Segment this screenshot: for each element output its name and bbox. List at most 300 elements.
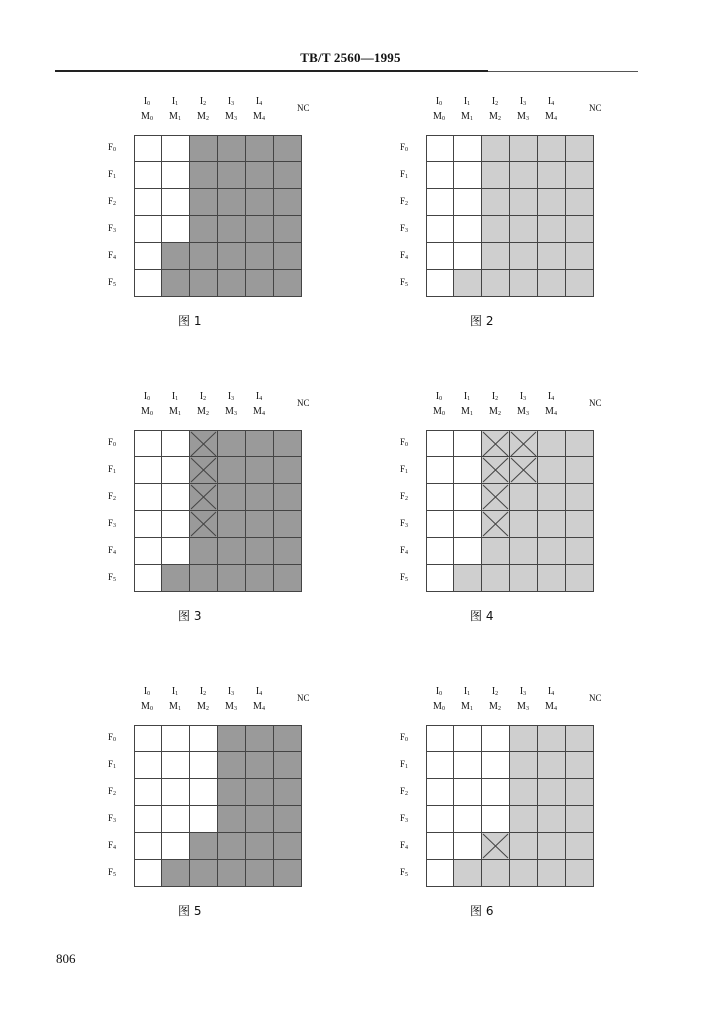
grid-cell	[274, 484, 302, 511]
row-label-f-subscript: 1	[405, 469, 409, 475]
column-label-m-subscript: 0	[149, 706, 153, 712]
grid-cell	[510, 779, 538, 806]
row-label-f	[108, 813, 124, 826]
grid-cell	[454, 860, 482, 887]
row-label-f	[400, 437, 416, 450]
figure-1	[108, 95, 338, 328]
row-label-f-letter: F	[400, 545, 406, 555]
grid-cell	[482, 511, 510, 538]
column-label-m-subscript: 0	[441, 706, 445, 712]
grid-cell	[426, 135, 454, 162]
column-label-i	[218, 685, 244, 701]
column-label-i-letter: I	[491, 96, 496, 107]
row-label-f	[108, 732, 124, 745]
grid-cell	[246, 189, 274, 216]
row-label-f	[108, 142, 124, 155]
grid-cell	[566, 135, 594, 162]
grid-cell	[454, 752, 482, 779]
column-label-i-subscript: 4	[259, 101, 263, 107]
row-label-f-letter: F	[108, 732, 114, 742]
grid-cell	[566, 430, 594, 457]
column-label-m-letter: M	[545, 406, 554, 417]
grid-cell	[218, 833, 246, 860]
row-label-f-subscript: 2	[405, 791, 409, 797]
cross-mark-icon	[482, 833, 509, 859]
grid-cell	[218, 565, 246, 592]
grid-cell	[510, 189, 538, 216]
row-label-f	[400, 464, 416, 477]
grid-cell	[162, 162, 190, 189]
row-label-f-subscript: 2	[405, 201, 409, 207]
column-label-nc: NC	[589, 103, 602, 113]
grid-cell	[190, 779, 218, 806]
grid-cell	[538, 511, 566, 538]
grid-cell	[190, 725, 218, 752]
column-label-i-letter: I	[463, 391, 468, 402]
column-label-m	[482, 405, 508, 421]
column-label-m-letter: M	[169, 701, 178, 712]
grid-cell	[274, 162, 302, 189]
row-label-f-subscript: 1	[113, 174, 117, 180]
column-label-m-letter: M	[225, 701, 234, 712]
grid-cell	[510, 430, 538, 457]
grid-cell	[454, 189, 482, 216]
grid-cell	[482, 243, 510, 270]
grid-cell	[482, 135, 510, 162]
grid-cell	[566, 484, 594, 511]
column-label-m-subscript: 1	[177, 116, 181, 122]
row-label-f-subscript: 5	[113, 872, 117, 878]
column-label-nc: NC	[589, 398, 602, 408]
column-label-m-subscript: 2	[497, 116, 501, 122]
row-label-f	[400, 813, 416, 826]
row-label-f-subscript: 0	[113, 442, 117, 448]
grid-cell	[426, 270, 454, 297]
column-labels	[128, 685, 338, 719]
column-label-m	[426, 405, 452, 421]
grid-cell	[510, 538, 538, 565]
column-label-i-subscript: 2	[495, 396, 499, 402]
grid-cell	[274, 833, 302, 860]
grid-cell	[134, 511, 162, 538]
column-label-i	[482, 95, 508, 111]
column-label-i-subscript: 2	[495, 101, 499, 107]
grid-cell	[134, 457, 162, 484]
column-label-i-letter: I	[171, 686, 176, 697]
row-label-f-letter: F	[400, 169, 406, 179]
column-label-m-letter: M	[169, 406, 178, 417]
grid-cell	[454, 484, 482, 511]
header-rule	[55, 70, 488, 72]
column-label-m-letter: M	[517, 701, 526, 712]
column-label-i-subscript: 1	[175, 101, 179, 107]
column-label-m	[134, 405, 160, 421]
row-label-f-subscript: 2	[113, 791, 117, 797]
figure-caption: 图 2	[470, 314, 494, 328]
column-label-m-letter: M	[197, 111, 206, 122]
column-label-m	[218, 700, 244, 716]
column-label-m-letter: M	[225, 406, 234, 417]
grid-cell	[510, 162, 538, 189]
grid-cell	[190, 511, 218, 538]
grid-cell	[566, 538, 594, 565]
grid-cell	[566, 833, 594, 860]
column-label-m-subscript: 1	[177, 411, 181, 417]
grid-cell	[190, 243, 218, 270]
column-label-i-letter: I	[143, 96, 148, 107]
cross-mark-icon	[482, 457, 509, 483]
grid-cell	[246, 752, 274, 779]
column-label-i-letter: I	[199, 391, 204, 402]
row-label-f-letter: F	[400, 464, 406, 474]
grid-cell	[538, 243, 566, 270]
grid-cell	[162, 430, 190, 457]
column-label-m	[162, 700, 188, 716]
grid-cell	[566, 860, 594, 887]
row-label-f-letter: F	[400, 437, 406, 447]
column-label-i-subscript: 3	[231, 101, 235, 107]
column-label-m	[190, 110, 216, 126]
column-label-m	[426, 700, 452, 716]
grid-cell	[482, 457, 510, 484]
grid-cell	[426, 162, 454, 189]
state-grid	[426, 725, 594, 887]
column-label-i-letter: I	[547, 686, 552, 697]
grid-cell	[218, 430, 246, 457]
grid-cell	[162, 135, 190, 162]
row-label-f	[108, 545, 124, 558]
grid-cell	[274, 189, 302, 216]
grid-cell	[454, 243, 482, 270]
grid-cell	[482, 216, 510, 243]
column-label-m-subscript: 3	[233, 706, 237, 712]
grid-cell	[162, 484, 190, 511]
grid-cell	[274, 243, 302, 270]
row-label-f	[400, 786, 416, 799]
column-label-i	[538, 95, 564, 111]
grid-cell	[482, 565, 510, 592]
column-labels	[420, 390, 630, 424]
column-label-i-letter: I	[463, 96, 468, 107]
column-label-m-letter: M	[489, 406, 498, 417]
grid-cell	[566, 511, 594, 538]
column-label-m	[510, 405, 536, 421]
grid-cell	[538, 779, 566, 806]
column-label-i-letter: I	[519, 96, 524, 107]
grid-cell	[246, 162, 274, 189]
column-label-i-subscript: 3	[523, 396, 527, 402]
grid-cell	[454, 725, 482, 752]
grid-cell	[218, 484, 246, 511]
grid-cell	[246, 457, 274, 484]
row-label-f-subscript: 0	[113, 147, 117, 153]
column-label-m-subscript: 0	[441, 411, 445, 417]
grid-cell	[538, 457, 566, 484]
grid-cell	[274, 752, 302, 779]
column-label-m	[218, 110, 244, 126]
grid-cell	[274, 270, 302, 297]
grid-cell	[426, 806, 454, 833]
grid-cell	[190, 833, 218, 860]
grid-cell	[510, 752, 538, 779]
column-label-i	[134, 685, 160, 701]
grid-cell	[566, 270, 594, 297]
column-label-i	[510, 390, 536, 406]
column-label-m-subscript: 2	[497, 706, 501, 712]
row-label-f-letter: F	[108, 169, 114, 179]
grid-cell	[162, 243, 190, 270]
column-label-i-subscript: 2	[495, 691, 499, 697]
grid-cell	[274, 135, 302, 162]
grid-cell	[134, 243, 162, 270]
row-label-f-letter: F	[108, 840, 114, 850]
column-label-m-letter: M	[433, 111, 442, 122]
row-label-f-subscript: 5	[405, 577, 409, 583]
column-label-i	[190, 685, 216, 701]
column-label-i-subscript: 0	[439, 691, 443, 697]
column-label-m	[482, 110, 508, 126]
row-label-f-subscript: 5	[113, 577, 117, 583]
grid-cell	[218, 457, 246, 484]
grid-cell	[162, 270, 190, 297]
column-label-m	[246, 700, 272, 716]
grid-cell	[218, 806, 246, 833]
column-label-i	[218, 95, 244, 111]
grid-cell	[134, 806, 162, 833]
column-label-m-subscript: 1	[177, 706, 181, 712]
grid-cell	[566, 725, 594, 752]
column-label-i-letter: I	[435, 391, 440, 402]
grid-cell	[190, 457, 218, 484]
grid-cell	[566, 806, 594, 833]
column-label-i-letter: I	[255, 391, 260, 402]
column-label-i-subscript: 0	[147, 396, 151, 402]
column-label-i	[454, 390, 480, 406]
row-label-f-letter: F	[400, 518, 406, 528]
cross-mark-icon	[190, 484, 217, 510]
column-label-m-letter: M	[461, 406, 470, 417]
row-label-f	[400, 169, 416, 182]
column-label-m	[162, 110, 188, 126]
grid-cell	[510, 860, 538, 887]
column-label-i-letter: I	[199, 96, 204, 107]
row-label-f-letter: F	[400, 840, 406, 850]
column-label-m	[426, 110, 452, 126]
grid-cell	[134, 189, 162, 216]
row-label-f-letter: F	[400, 867, 406, 877]
grid-cell	[454, 270, 482, 297]
grid-cell	[510, 135, 538, 162]
row-label-f-letter: F	[400, 223, 406, 233]
column-label-i	[190, 95, 216, 111]
grid-cell	[134, 430, 162, 457]
grid-cell	[426, 243, 454, 270]
row-label-f-subscript: 4	[405, 550, 409, 556]
grid-cell	[246, 725, 274, 752]
row-label-f-subscript: 0	[405, 737, 409, 743]
row-label-f-letter: F	[108, 759, 114, 769]
row-label-f-subscript: 0	[405, 147, 409, 153]
figure-4	[400, 390, 630, 623]
column-label-m-subscript: 2	[205, 411, 209, 417]
column-label-i	[510, 95, 536, 111]
grid-cell	[274, 457, 302, 484]
column-label-m-letter: M	[433, 406, 442, 417]
column-label-i-letter: I	[491, 686, 496, 697]
grid-cell	[274, 565, 302, 592]
column-label-i	[162, 390, 188, 406]
grid-cell	[162, 457, 190, 484]
row-label-f-letter: F	[400, 572, 406, 582]
grid-cell	[274, 430, 302, 457]
row-label-f	[108, 518, 124, 531]
cross-mark-icon	[190, 431, 217, 457]
column-label-i-letter: I	[519, 391, 524, 402]
grid-cell	[246, 484, 274, 511]
grid-cell	[162, 216, 190, 243]
row-label-f	[400, 277, 416, 290]
row-label-f-subscript: 4	[113, 255, 117, 261]
row-label-f-letter: F	[400, 277, 406, 287]
column-label-i	[482, 685, 508, 701]
grid-cell	[162, 806, 190, 833]
row-label-f-letter: F	[400, 491, 406, 501]
column-label-nc: NC	[297, 693, 310, 703]
column-label-i	[218, 390, 244, 406]
column-label-m	[246, 405, 272, 421]
column-label-i	[246, 390, 272, 406]
column-label-m-subscript: 3	[525, 411, 529, 417]
row-label-f-subscript: 5	[113, 282, 117, 288]
row-label-f	[108, 840, 124, 853]
row-label-f	[108, 223, 124, 236]
row-label-f-letter: F	[400, 250, 406, 260]
row-label-f	[108, 572, 124, 585]
grid-cell	[134, 162, 162, 189]
column-label-i-subscript: 4	[259, 691, 263, 697]
column-label-i-letter: I	[227, 96, 232, 107]
column-label-i-letter: I	[227, 391, 232, 402]
grid-cell	[162, 565, 190, 592]
grid-cell	[454, 511, 482, 538]
grid-cell	[190, 270, 218, 297]
grid-cell	[538, 189, 566, 216]
column-label-m	[246, 110, 272, 126]
grid-cell	[218, 779, 246, 806]
column-label-m	[454, 405, 480, 421]
grid-cell	[454, 430, 482, 457]
column-label-i	[454, 95, 480, 111]
grid-cell	[134, 216, 162, 243]
grid-cell	[190, 860, 218, 887]
column-label-i-letter: I	[255, 96, 260, 107]
row-label-f-letter: F	[108, 437, 114, 447]
row-label-f-letter: F	[108, 813, 114, 823]
grid-cell	[190, 189, 218, 216]
grid-cell	[274, 216, 302, 243]
column-label-i-subscript: 2	[203, 691, 207, 697]
column-label-m-subscript: 0	[149, 116, 153, 122]
figure-caption: 图 4	[470, 609, 494, 623]
column-label-m-letter: M	[141, 701, 150, 712]
column-label-i-subscript: 3	[523, 691, 527, 697]
grid-cell	[510, 725, 538, 752]
row-label-f-subscript: 0	[405, 442, 409, 448]
grid-cell	[246, 216, 274, 243]
row-label-f	[108, 277, 124, 290]
grid-cell	[566, 457, 594, 484]
row-label-f	[400, 867, 416, 880]
figure-caption: 图 3	[178, 609, 202, 623]
column-label-m	[538, 700, 564, 716]
row-label-f-subscript: 3	[405, 523, 409, 529]
row-label-f-letter: F	[400, 142, 406, 152]
row-label-f-subscript: 5	[405, 872, 409, 878]
column-label-m-letter: M	[141, 406, 150, 417]
row-label-f-letter: F	[108, 867, 114, 877]
column-label-m-letter: M	[517, 111, 526, 122]
column-label-i-letter: I	[547, 391, 552, 402]
column-label-m-subscript: 3	[233, 116, 237, 122]
column-label-m-letter: M	[169, 111, 178, 122]
column-label-m-letter: M	[433, 701, 442, 712]
grid-cell	[538, 162, 566, 189]
grid-cell	[218, 538, 246, 565]
column-label-m-letter: M	[545, 111, 554, 122]
grid-cell	[510, 216, 538, 243]
grid-cell	[538, 806, 566, 833]
row-label-f-letter: F	[108, 518, 114, 528]
grid-cell	[246, 833, 274, 860]
row-label-f	[108, 867, 124, 880]
grid-cell	[510, 243, 538, 270]
column-label-m-letter: M	[253, 111, 262, 122]
row-label-f	[108, 491, 124, 504]
grid-cell	[538, 860, 566, 887]
grid-cell	[162, 833, 190, 860]
column-label-i-letter: I	[143, 391, 148, 402]
column-label-m-subscript: 0	[441, 116, 445, 122]
column-label-i	[426, 390, 452, 406]
row-label-f	[108, 759, 124, 772]
grid-cell	[190, 565, 218, 592]
column-label-m-letter: M	[489, 111, 498, 122]
column-label-i-letter: I	[519, 686, 524, 697]
grid-cell	[190, 484, 218, 511]
grid-cell	[482, 752, 510, 779]
figure-3	[108, 390, 338, 623]
row-label-f-letter: F	[108, 223, 114, 233]
column-label-i-subscript: 1	[175, 396, 179, 402]
column-label-m	[190, 405, 216, 421]
grid-cell	[274, 511, 302, 538]
grid-cell	[218, 511, 246, 538]
column-label-m-subscript: 4	[553, 411, 557, 417]
column-labels	[420, 95, 630, 129]
grid-cell	[190, 216, 218, 243]
grid-cell	[246, 135, 274, 162]
column-label-m-subscript: 3	[525, 116, 529, 122]
row-label-f-subscript: 4	[405, 845, 409, 851]
row-label-f-subscript: 1	[113, 469, 117, 475]
column-label-m	[510, 110, 536, 126]
column-label-i-letter: I	[143, 686, 148, 697]
grid-cell	[246, 270, 274, 297]
cross-mark-icon	[510, 431, 537, 457]
row-label-f	[108, 169, 124, 182]
column-label-i	[246, 685, 272, 701]
grid-cell	[246, 511, 274, 538]
